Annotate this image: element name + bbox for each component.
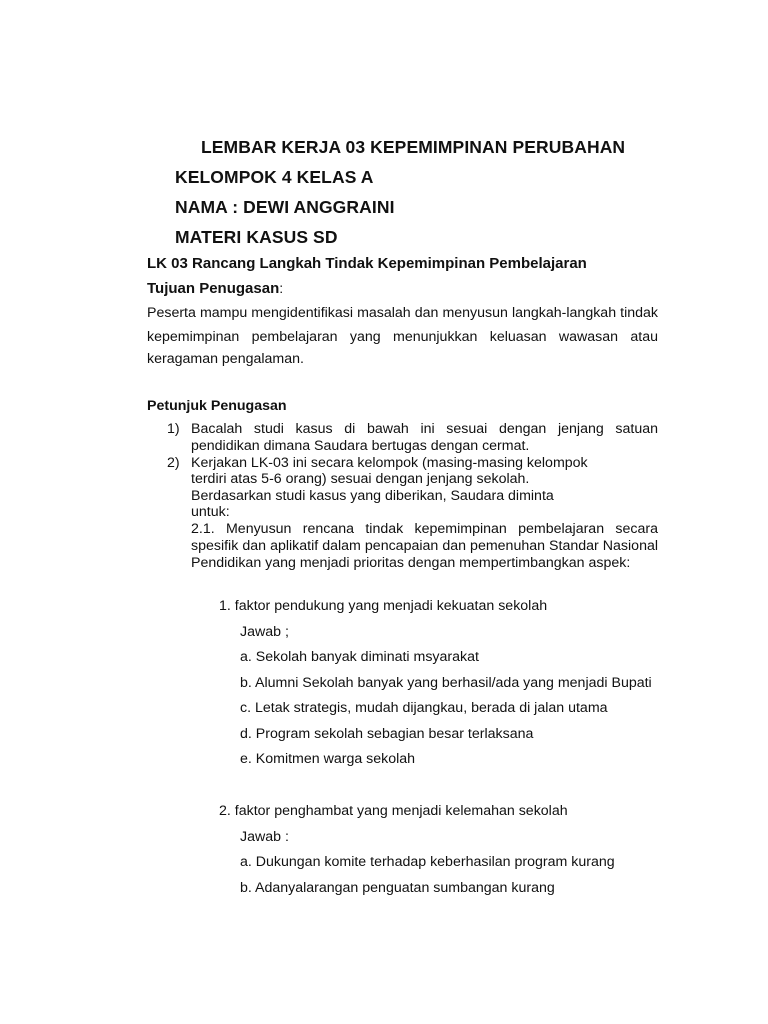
group-class-line: KELOMPOK 4 KELAS A [175, 167, 374, 187]
tujuan-para-line-3: keragaman pengalaman. [147, 351, 304, 367]
petunjuk-item-1-line-2: pendidikan dimana Saudara bertugas dengan cermat. [191, 438, 530, 454]
factor-1-item: c. Letak strategis, mudah dijangkau, berada di jalan utama [240, 700, 608, 716]
tujuan-colon: : [279, 281, 284, 297]
factor-1-item: a. Sekolah banyak diminati msyarakat [240, 649, 479, 665]
factor-1-item: d. Program sekolah sebagian besar terlaksana [240, 726, 534, 742]
petunjuk-item-2-line-3: Berdasarkan studi kasus yang diberikan, Saudara diminta [191, 488, 554, 504]
factor-2-title: 2. faktor penghambat yang menjadi kelemahan sekolah [219, 803, 568, 819]
factor-1-item: b. Alumni Sekolah banyak yang berhasil/ada yang menjadi Bupati [240, 675, 652, 691]
tujuan-para-line-2: kepemimpinan pembelajaran yang menunjukkan keluasan wawasan atau [147, 329, 658, 345]
petunjuk-item-1-line-1: Bacalah studi kasus di bawah ini sesuai dengan jenjang satuan [191, 421, 658, 437]
tujuan-heading: Tujuan Penugasan [147, 280, 280, 297]
factor-2-item: a. Dukungan komite terhadap keberhasilan program kurang [240, 854, 615, 870]
document-title: LEMBAR KERJA 03 KEPEMIMPINAN PERUBAHAN [201, 137, 626, 157]
petunjuk-item-1-number: 1) [167, 421, 180, 437]
name-line: NAMA : DEWI ANGGRAINI [175, 197, 395, 217]
petunjuk-sub-2-1-line-1: 2.1. Menyusun rencana tindak kepemimpinan pembelajaran secara [191, 521, 658, 537]
lk-title: LK 03 Rancang Langkah Tindak Kepemimpinan Pembelajaran [147, 255, 587, 272]
petunjuk-item-2-line-1: Kerjakan LK-03 ini secara kelompok (masing-masing kelompok [191, 455, 588, 471]
petunjuk-item-2-line-4: untuk: [191, 504, 230, 520]
factor-2-item: b. Adanyalarangan penguatan sumbangan kurang [240, 880, 555, 896]
petunjuk-sub-2-1-line-3: Pendidikan yang menjadi prioritas dengan mempertimbangkan aspek: [191, 555, 631, 571]
factor-1-title: 1. faktor pendukung yang menjadi kekuatan sekolah [219, 598, 548, 614]
petunjuk-heading: Petunjuk Penugasan [147, 398, 287, 414]
petunjuk-item-2-line-2: terdiri atas 5-6 orang) sesuai dengan jenjang sekolah. [191, 471, 530, 487]
factor-2-answer-label: Jawab : [240, 829, 289, 845]
factor-1-answer-label: Jawab ; [240, 624, 289, 640]
petunjuk-sub-2-1-line-2: spesifik dan aplikatif dalam pencapaian dan pemenuhan Standar Nasional [191, 538, 658, 554]
tujuan-para-line-1: Peserta mampu mengidentifikasi masalah dan menyusun langkah-langkah tindak [147, 305, 658, 321]
tujuan-heading-row [147, 280, 283, 298]
petunjuk-item-2-number: 2) [167, 455, 180, 471]
materi-line: MATERI KASUS SD [175, 227, 338, 247]
factor-1-item: e. Komitmen warga sekolah [240, 751, 416, 767]
